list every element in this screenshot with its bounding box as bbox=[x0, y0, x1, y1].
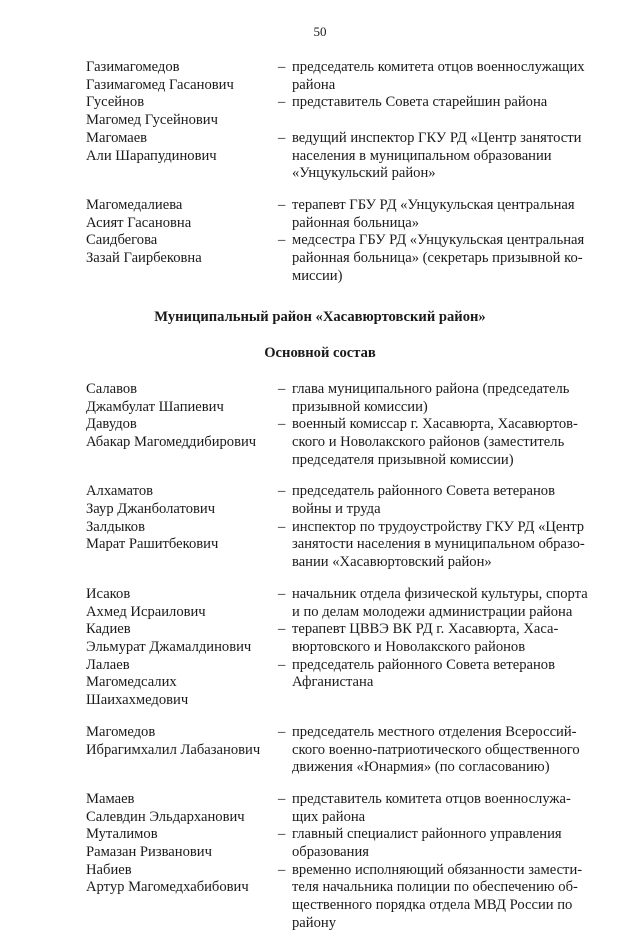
member-position-line: председатель местного отделения Всероссий- bbox=[292, 723, 577, 740]
member-position-line: движения «Юнармия» (по согласованию) bbox=[292, 759, 550, 776]
member-name-line: Магомаев bbox=[86, 129, 148, 146]
member-position-line: военный комиссар г. Хасавюрта, Хасавюртов- bbox=[292, 416, 578, 433]
member-entry bbox=[86, 381, 602, 416]
dash-separator: – bbox=[278, 656, 286, 673]
member-position bbox=[292, 381, 602, 416]
member-name bbox=[86, 519, 278, 572]
member-position-line: района bbox=[292, 76, 336, 93]
member-position-line: терапевт ЦВВЭ ВК РД г. Хасавюрта, Хаса- bbox=[292, 621, 559, 638]
page-content bbox=[86, 59, 602, 933]
member-position bbox=[292, 232, 602, 285]
member-name-line: Джамбулат Шапиевич bbox=[86, 398, 224, 415]
member-name bbox=[86, 586, 278, 621]
member-name-line: Кадиев bbox=[86, 621, 131, 638]
member-position-line: Афганистана bbox=[292, 674, 374, 691]
member-entry bbox=[86, 232, 602, 285]
member-position bbox=[292, 130, 602, 183]
member-name bbox=[86, 94, 278, 129]
member-position-line: временно исполняющий обязанности замести- bbox=[292, 861, 583, 878]
member-name-line: Ибрагимхалил Лабазанович bbox=[86, 741, 261, 758]
member-name bbox=[86, 232, 278, 285]
member-position-line: инспектор по трудоустройству ГКУ РД «Центр bbox=[292, 518, 585, 535]
member-position bbox=[292, 59, 602, 94]
member-entry bbox=[86, 724, 602, 777]
member-position-line: вании «Хасавюртовский район» bbox=[292, 554, 492, 571]
dash-separator: – bbox=[278, 483, 286, 500]
member-name bbox=[86, 416, 278, 469]
member-entry bbox=[86, 586, 602, 621]
member-position-line: вюртовского и Новолакского районов bbox=[292, 638, 526, 655]
member-name bbox=[86, 791, 278, 826]
member-name bbox=[86, 862, 278, 933]
member-entry bbox=[86, 826, 602, 861]
member-position bbox=[292, 657, 602, 710]
member-name-line: Магомедалиева bbox=[86, 196, 183, 213]
member-name bbox=[86, 381, 278, 416]
member-position-line: щественного порядка отдела МВД России по bbox=[292, 897, 573, 914]
member-position-line: председатель комитета отцов военнослужащих bbox=[292, 59, 585, 75]
commission-members-list-2 bbox=[86, 381, 602, 933]
member-name-line: Магомедов bbox=[86, 723, 156, 740]
member-name-line: Лалаев bbox=[86, 656, 130, 673]
member-name bbox=[86, 197, 278, 232]
member-position-line: районная больница» (секретарь призывной ко- bbox=[292, 250, 583, 267]
member-name-line: Давудов bbox=[86, 416, 137, 433]
member-position-line: представитель комитета отцов военнослужа- bbox=[292, 790, 571, 807]
member-name-line: Эльмурат Джамалдинович bbox=[86, 638, 252, 655]
member-position-line: образования bbox=[292, 844, 369, 861]
member-name-line: Исаков bbox=[86, 585, 131, 602]
member-position-line: войны и труда bbox=[292, 501, 381, 518]
member-name bbox=[86, 130, 278, 183]
member-position-line: «Унцукульский район» bbox=[292, 165, 436, 182]
member-name-line: Зазай Гаирбековна bbox=[86, 250, 202, 267]
member-position-line: призывной комиссии) bbox=[292, 398, 428, 415]
member-entry bbox=[86, 621, 602, 656]
dash-separator: – bbox=[278, 196, 286, 213]
member-position-line: району bbox=[292, 914, 336, 931]
member-entry bbox=[86, 862, 602, 933]
member-entry bbox=[86, 197, 602, 232]
member-position-line: председатель районного Совета ветеранов bbox=[292, 656, 555, 673]
dash-separator: – bbox=[278, 416, 286, 433]
member-name-line: Салавов bbox=[86, 380, 138, 397]
member-position bbox=[292, 483, 602, 518]
member-position bbox=[292, 519, 602, 572]
dash-separator: – bbox=[278, 861, 286, 878]
member-name-line: Рамазан Ризванович bbox=[86, 844, 212, 861]
member-position-line: районная больница» bbox=[292, 214, 420, 231]
commission-members-list-1 bbox=[86, 59, 602, 285]
member-name-line: Магомед Гусейнович bbox=[86, 112, 218, 129]
member-name-line: Али Шарапудинович bbox=[86, 147, 217, 164]
member-position-line: медсестра ГБУ РД «Унцукульская центральная bbox=[292, 232, 585, 249]
member-name-line: Мамаев bbox=[86, 790, 135, 807]
member-name-line: Муталимов bbox=[86, 826, 158, 843]
member-name-line: Абакар Магомеддибирович bbox=[86, 433, 257, 450]
member-name-line: Асият Гасановна bbox=[86, 214, 192, 231]
dash-separator: – bbox=[278, 94, 286, 111]
member-position-line: занятости населения в муниципальном образо- bbox=[292, 536, 585, 553]
member-entry bbox=[86, 483, 602, 518]
member-position bbox=[292, 197, 602, 232]
member-entry bbox=[86, 657, 602, 710]
dash-separator: – bbox=[278, 232, 286, 249]
member-name bbox=[86, 657, 278, 710]
member-position bbox=[292, 724, 602, 777]
member-name-line: Артур Магомедхабибович bbox=[86, 879, 249, 896]
district-heading: Муниципальный район «Хасавюртовский район» bbox=[154, 309, 486, 326]
member-position-line: щих района bbox=[292, 808, 366, 825]
member-position-line: ского и Новолакского районов (заместитель bbox=[292, 433, 565, 450]
page-number: 50 bbox=[313, 24, 327, 39]
dash-separator: – bbox=[278, 826, 286, 843]
member-name-line: Алхаматов bbox=[86, 483, 154, 500]
member-position-line: представитель Совета старейшин района bbox=[292, 94, 548, 111]
member-position-line: председателя призывной комиссии) bbox=[292, 451, 514, 468]
member-position-line: населения в муниципальном образовании bbox=[292, 147, 552, 164]
member-entry bbox=[86, 59, 602, 94]
dash-separator: – bbox=[278, 129, 286, 146]
dash-separator: – bbox=[278, 621, 286, 638]
dash-separator: – bbox=[278, 723, 286, 740]
member-position-line: ского военно-патриотического общественного bbox=[292, 741, 580, 758]
member-position bbox=[292, 791, 602, 826]
member-entry bbox=[86, 791, 602, 826]
member-position-line: теля начальника полиции по обеспечению об- bbox=[292, 879, 578, 896]
member-name-line: Марат Рашитбекович bbox=[86, 536, 219, 553]
member-entry bbox=[86, 130, 602, 183]
member-position-line: глава муниципального района (председатель bbox=[292, 380, 570, 397]
member-position bbox=[292, 621, 602, 656]
member-position bbox=[292, 94, 602, 129]
member-position-line: председатель районного Совета ветеранов bbox=[292, 483, 555, 500]
member-position-line: ведущий инспектор ГКУ РД «Центр занятости bbox=[292, 129, 582, 146]
member-position bbox=[292, 862, 602, 933]
member-name-line: Газимагомедов bbox=[86, 59, 180, 75]
member-name bbox=[86, 59, 278, 94]
member-name-line: Салевдин Эльдарханович bbox=[86, 808, 245, 825]
member-entry bbox=[86, 94, 602, 129]
member-position-line: начальник отдела физической культуры, спорта bbox=[292, 585, 588, 602]
member-name-line: Магомедсалих bbox=[86, 674, 177, 691]
member-name-line: Заур Джанболатович bbox=[86, 501, 216, 518]
member-name bbox=[86, 724, 278, 777]
member-name bbox=[86, 483, 278, 518]
dash-separator: – bbox=[278, 790, 286, 807]
member-position-line: терапевт ГБУ РД «Унцукульская центральная bbox=[292, 196, 575, 213]
dash-separator: – bbox=[278, 518, 286, 535]
member-position bbox=[292, 586, 602, 621]
member-position-line: и по делам молодежи администрации района bbox=[292, 603, 573, 620]
member-position bbox=[292, 826, 602, 861]
member-name bbox=[86, 826, 278, 861]
dash-separator: – bbox=[278, 380, 286, 397]
member-position bbox=[292, 416, 602, 469]
dash-separator: – bbox=[278, 585, 286, 602]
member-position-line: миссии) bbox=[292, 267, 343, 284]
composition-heading: Основной состав bbox=[264, 345, 376, 362]
member-position-line: главный специалист районного управления bbox=[292, 826, 562, 843]
dash-separator: – bbox=[278, 59, 286, 75]
member-entry bbox=[86, 416, 602, 469]
member-name-line: Набиев bbox=[86, 861, 132, 878]
member-name-line: Саидбегова bbox=[86, 232, 158, 249]
member-entry bbox=[86, 519, 602, 572]
member-name bbox=[86, 621, 278, 656]
member-name-line: Гусейнов bbox=[86, 94, 145, 111]
member-name-line: Залдыков bbox=[86, 518, 145, 535]
member-name-line: Газимагомед Гасанович bbox=[86, 76, 234, 93]
member-name-line: Шаихахмедович bbox=[86, 692, 189, 709]
member-name-line: Ахмед Исраилович bbox=[86, 603, 206, 620]
